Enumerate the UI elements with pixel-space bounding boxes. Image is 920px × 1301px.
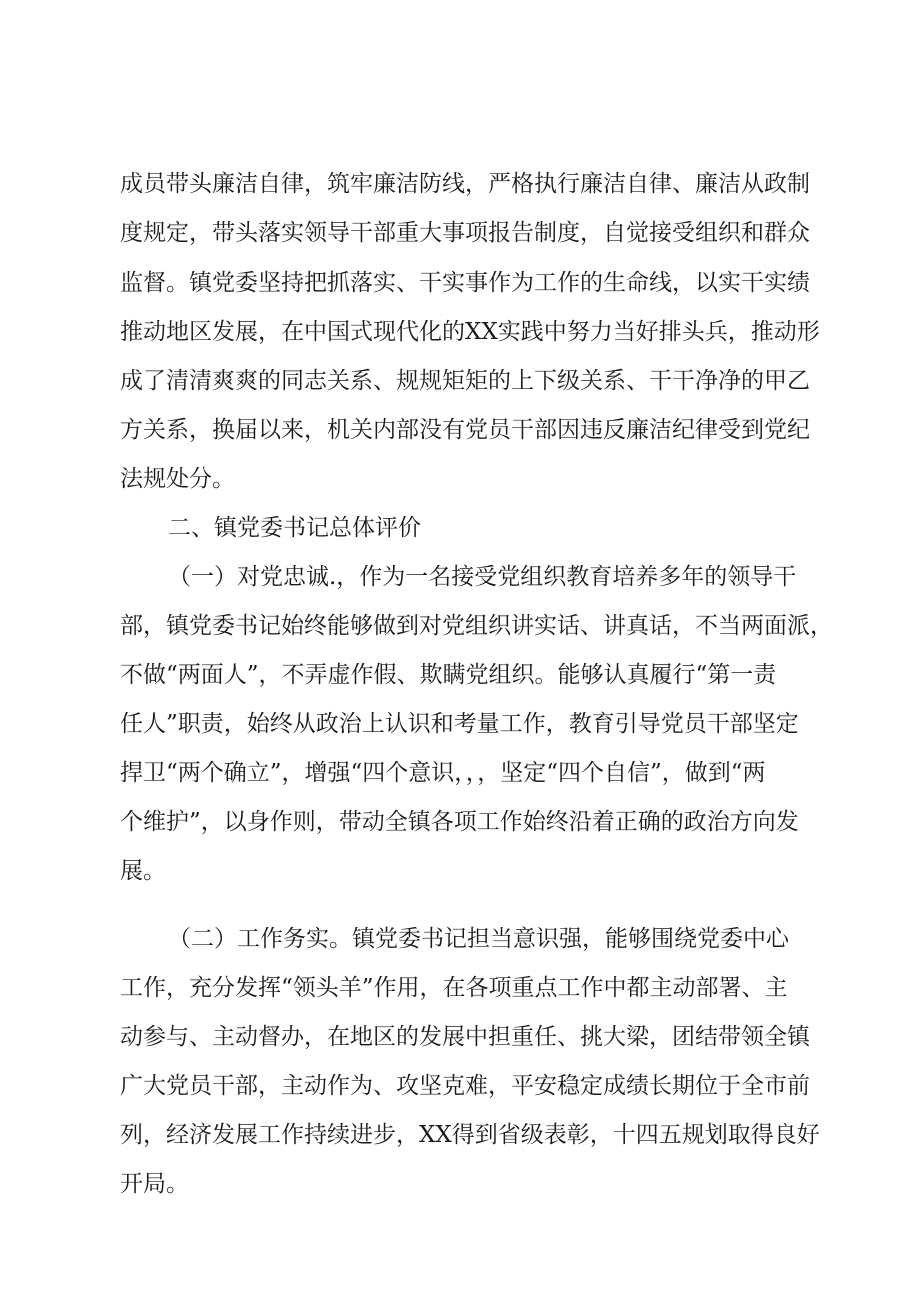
text-line: 个维护”，以身作则，带动全镇各项工作始终沿着正确的政治方向发 <box>120 809 799 835</box>
text-line: 成员带头廉洁自律，筑牢廉洁防线，严格执行廉洁自律、廉洁从政制 <box>120 171 810 197</box>
text-line: 部，镇党委书记始终能够做到对党组织讲实话、讲真话，不当两面派， <box>120 613 833 639</box>
text-line: 推动地区发展，在中国式现代化的XX实践中努力当好排头兵，推动形 <box>120 319 820 345</box>
text-line: （一）对党忠诚.，作为一名接受党组织教育培养多年的领导干 <box>168 564 797 590</box>
text-line: 动参与、主动督办，在地区的发展中担重任、挑大梁，团结带领全镇 <box>120 1024 810 1050</box>
text-line: （二）工作务实。镇党委书记担当意识强，能够围绕党委中心 <box>168 926 789 952</box>
text-line: 列，经济发展工作持续进步，XX得到省级表彰，十四五规划取得良好 <box>120 1122 820 1148</box>
text-line: 广大党员干部，主动作为、攻坚克难，平安稳定成绩长期位于全市前 <box>120 1073 810 1099</box>
text-line: 开局。 <box>120 1171 189 1197</box>
text-line: 工作，充分发挥“领头羊”作用，在各项重点工作中都主动部署、主 <box>120 975 788 1001</box>
text-line: 不做“两面人”，不弄虚作假、欺瞒党组织。能够认真履行“第一责 <box>120 662 777 688</box>
text-line: 法规处分。 <box>120 466 235 492</box>
text-line: 任人”职责，始终从政治上认识和考量工作，教育引导党员干部坚定 <box>120 711 799 737</box>
text-line: 监督。镇党委坚持把抓落实、干实事作为工作的生命线，以实干实绩 <box>120 270 810 296</box>
text-line: 方关系，换届以来，机关内部没有党员干部因违反廉洁纪律受到党纪 <box>120 417 810 443</box>
section-heading: 二、镇党委书记总体评价 <box>168 515 421 541</box>
text-line: 度规定，带头落实领导干部重大事项报告制度，自觉接受组织和群众 <box>120 220 810 246</box>
text-line: 捍卫“两个确立”，增强“四个意识，，，坚定“四个自信”，做到“两 <box>120 760 766 786</box>
text-line: 展。 <box>120 858 166 884</box>
text-line: 成了清清爽爽的同志关系、规规矩矩的上下级关系、干干净净的甲乙 <box>120 368 810 394</box>
